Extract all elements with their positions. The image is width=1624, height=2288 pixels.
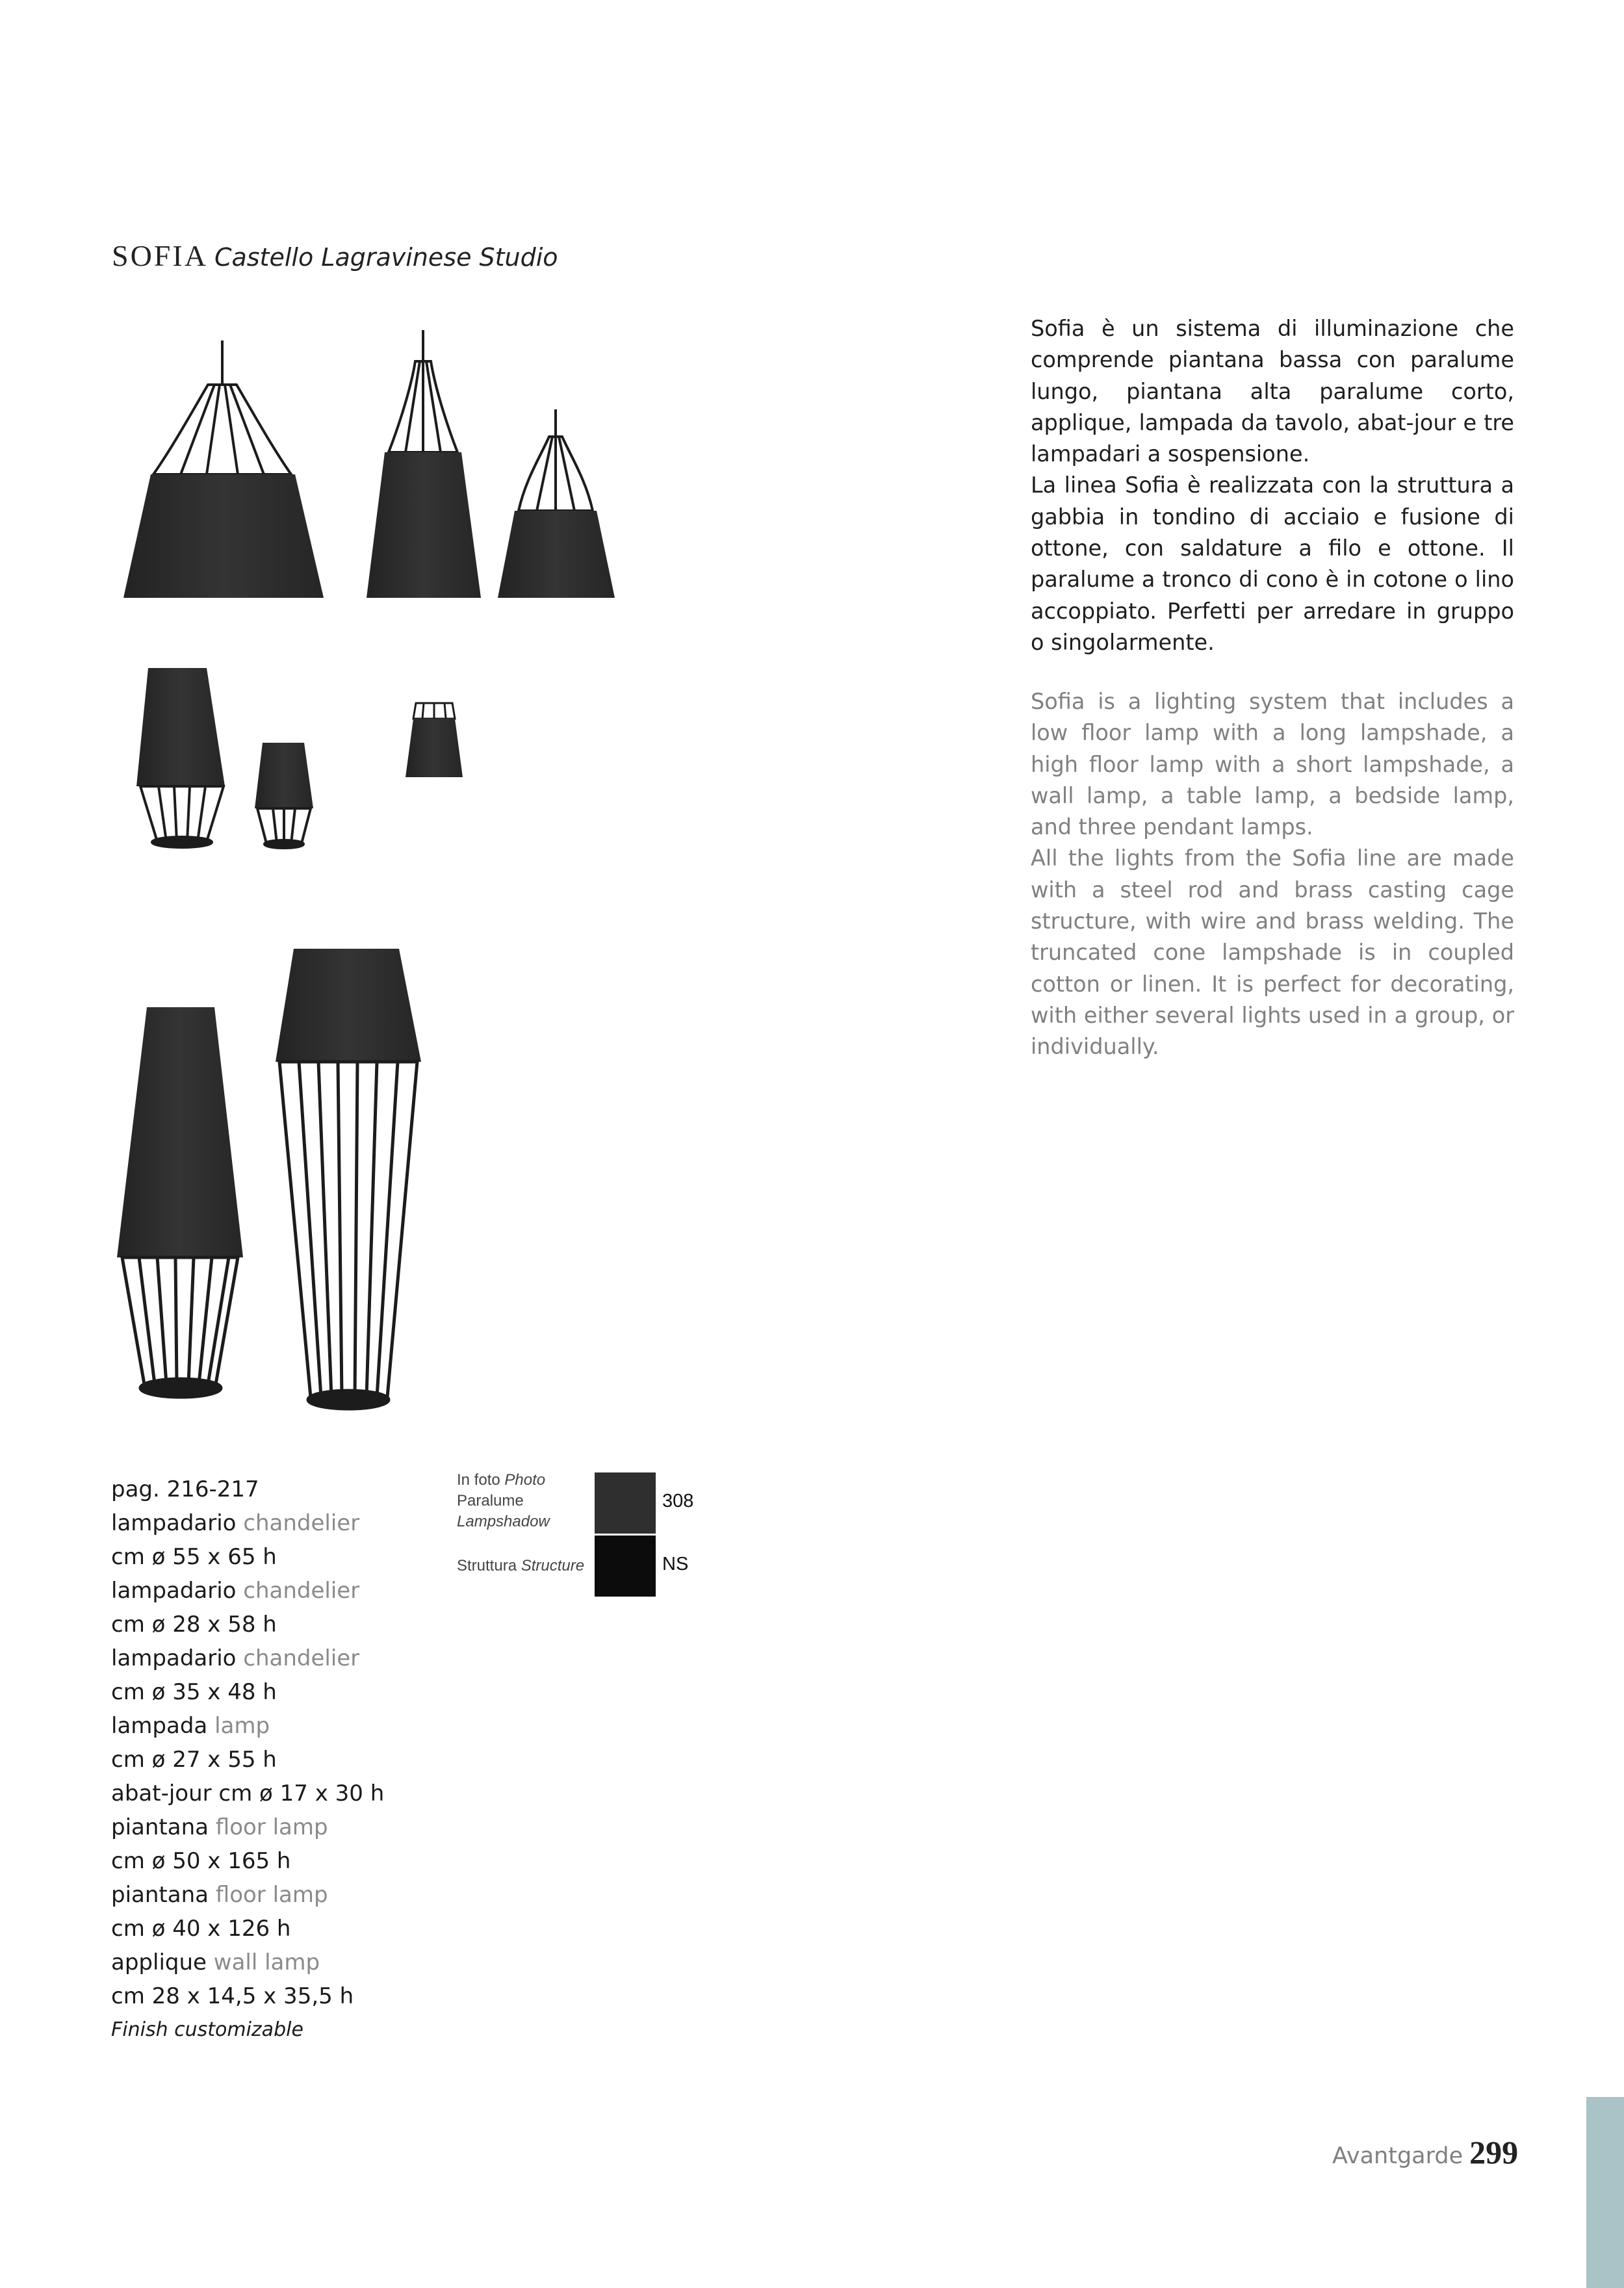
description-paragraph: All the lights from the Sofia line are made with a steel rod and brass casting cage structure, with wire and brass welding. The truncated cone lampshade is in coupled cotton or linen. It is perfect for decorating, with either several lights used in a group, or individually. [1031, 845, 1514, 1060]
spec-type: lampada lamp [111, 1713, 270, 1739]
finish-photo-label: In foto Photo [457, 1471, 546, 1489]
spec-list [111, 1472, 384, 2047]
finish-structure-label: Struttura Structure [457, 1557, 585, 1575]
page-reference: pag. 216-217 [111, 1476, 259, 1502]
description-english [1031, 686, 1514, 1063]
shade-color-swatch [595, 1472, 656, 1534]
page-footer [1332, 2133, 1518, 2171]
spec-type: lampadario chandelier [111, 1578, 360, 1604]
description-paragraph: La linea Sofia è realizzata con la struttura a gabbia in tondino di acciaio e fusione di ottone, con saldature a filo e ottone. Il paralume a tronco di cono è in cotone o lino accoppiato. Perfetti per arredare in gruppo o singolarmente. [1031, 472, 1514, 655]
table-lamp [136, 668, 225, 847]
wall-lamp [406, 703, 463, 777]
floor-lamp-long-shade [117, 1007, 243, 1397]
spec-dimensions: cm 28 x 14,5 x 35,5 h [111, 1983, 354, 2009]
floor-lamp-short-shade [276, 949, 421, 1409]
spec-type: lampadario chandelier [111, 1510, 360, 1536]
designer-name: Castello Lagravinese Studio [214, 243, 558, 272]
structure-finish-code: NS [662, 1554, 689, 1575]
spec-type: piantana floor lamp [111, 1814, 328, 1840]
shade-finish-code: 308 [662, 1491, 694, 1511]
description-paragraph: Sofia è un sistema di illuminazione che comprende piantana bassa con paralume lungo, piantana alta paralume corto, applique, lampada da tavolo, abat-jour e tre lampadari a sospensione. [1031, 316, 1514, 467]
product-title [112, 237, 558, 282]
structure-color-swatch [595, 1536, 656, 1597]
pendant-lamp-tall [367, 330, 481, 598]
spec-dimensions: cm ø 27 x 55 h [111, 1747, 277, 1773]
page-number: 299 [1469, 2134, 1519, 2170]
pendant-lamp-small [498, 409, 615, 598]
section-name: Avantgarde [1332, 2143, 1463, 2169]
spec-dimensions: cm ø 28 x 58 h [111, 1612, 277, 1638]
spec-dimensions: cm ø 40 x 126 h [111, 1916, 291, 1942]
spec-type: lampadario chandelier [111, 1645, 360, 1671]
product-name: SOFIA [112, 239, 208, 272]
finish-note: Finish customizable [111, 2018, 303, 2041]
description-italian [1031, 313, 1514, 658]
bedside-lamp [255, 743, 313, 848]
spec-type: piantana floor lamp [111, 1882, 328, 1908]
finish-shade-label: Paralume Lampshadow [457, 1492, 550, 1530]
spec-type: applique wall lamp [111, 1949, 320, 1975]
spec-dimensions: cm ø 35 x 48 h [111, 1679, 277, 1705]
spec-dimensions: cm ø 55 x 65 h [111, 1544, 277, 1570]
spec-line: abat-jour cm ø 17 x 30 h [111, 1780, 385, 1806]
spec-dimensions: cm ø 50 x 165 h [111, 1848, 291, 1874]
section-tab [1586, 2097, 1624, 2288]
product-photos [97, 312, 682, 1430]
description-paragraph: Sofia is a lighting system that includes a low floor lamp with a long lampshade, a high floor lamp with a short lampshade, a wall lamp, a table lamp, a bedside lamp, and three pendant lamps. [1031, 689, 1514, 840]
pendant-lamp-large [123, 341, 324, 598]
